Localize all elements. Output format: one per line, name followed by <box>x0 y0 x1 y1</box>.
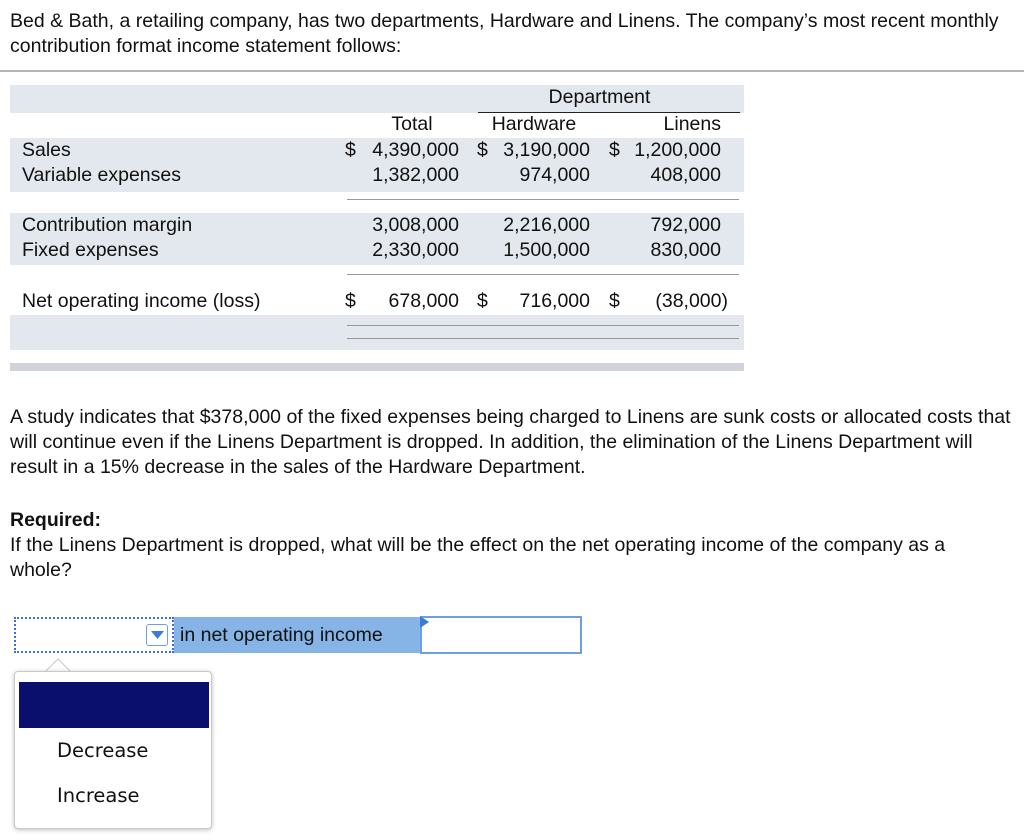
dropdown-option-increase[interactable]: Increase <box>57 784 140 807</box>
section-divider <box>0 70 1024 72</box>
row-label-variable-expenses: Variable expenses <box>22 164 181 186</box>
input-corner-marker-icon <box>420 616 429 628</box>
table-bottom-bar <box>10 363 744 371</box>
column-header-linens: Linens <box>663 113 721 135</box>
cell-contribution-total: 3,008,000 <box>372 214 459 236</box>
chevron-down-icon <box>151 631 164 639</box>
effect-suffix-label: in net operating income <box>174 617 420 653</box>
income-statement-table <box>10 85 744 371</box>
dropdown-caret-icon <box>45 658 71 672</box>
currency-symbol: $ <box>609 139 620 161</box>
effect-select[interactable] <box>14 617 174 653</box>
amount-input[interactable] <box>420 616 582 654</box>
currency-symbol: $ <box>477 290 488 312</box>
dropdown-option-blank[interactable] <box>19 682 209 728</box>
required-question: If the Linens Department is dropped, what will be the effect on the net operating income of the company as a whole? <box>10 534 946 581</box>
subtotal-line <box>347 274 739 275</box>
row-band-3 <box>10 315 744 350</box>
cell-variable-total: 1,382,000 <box>372 164 459 186</box>
intro-paragraph: Bed & Bath, a retailing company, has two departments, Hardware and Linens. The company’s most recent monthly contribution format income statement follows: <box>10 10 999 57</box>
currency-symbol: $ <box>345 290 356 312</box>
total-double-line <box>347 325 739 326</box>
required-heading: Required: <box>10 509 102 531</box>
cell-fixed-linens: 830,000 <box>650 239 721 261</box>
cell-noi-hardware: 716,000 <box>519 290 590 312</box>
cell-sales-hardware: 3,190,000 <box>503 139 590 161</box>
cell-fixed-hardware: 1,500,000 <box>503 239 590 261</box>
subtotal-line <box>347 199 739 200</box>
cell-contribution-hardware: 2,216,000 <box>503 214 590 236</box>
row-label-net-operating-income: Net operating income (loss) <box>22 290 261 312</box>
column-header-total: Total <box>391 113 433 135</box>
study-paragraph: A study indicates that $378,000 of the fixed expenses being charged to Linens are sunk costs or allocated costs that will continue even if the Linens Department is dropped. In addition, the elimination of the Linens Department will result in a 15% decrease in the sales of the Hardware Department. <box>10 406 1011 478</box>
column-header-hardware: Hardware <box>491 113 577 135</box>
currency-symbol: $ <box>345 139 356 161</box>
cell-fixed-total: 2,330,000 <box>372 239 459 261</box>
cell-sales-total: 4,390,000 <box>372 139 459 161</box>
row-label-fixed-expenses: Fixed expenses <box>22 239 159 261</box>
currency-symbol: $ <box>609 290 620 312</box>
dropdown-option-decrease[interactable]: Decrease <box>57 739 149 762</box>
cell-sales-linens: 1,200,000 <box>634 139 721 161</box>
dropdown-arrow-button[interactable] <box>146 624 168 646</box>
effect-dropdown-menu <box>14 671 212 829</box>
cell-contribution-linens: 792,000 <box>650 214 721 236</box>
row-label-contribution-margin: Contribution margin <box>22 214 193 236</box>
row-label-sales: Sales <box>22 139 71 161</box>
total-double-line <box>347 338 739 339</box>
currency-symbol: $ <box>477 139 488 161</box>
department-header: Department <box>548 86 651 108</box>
cell-variable-hardware: 974,000 <box>519 164 590 186</box>
cell-variable-linens: 408,000 <box>650 164 721 186</box>
cell-noi-total: 678,000 <box>388 290 459 312</box>
cell-noi-linens: (38,000) <box>655 290 728 312</box>
